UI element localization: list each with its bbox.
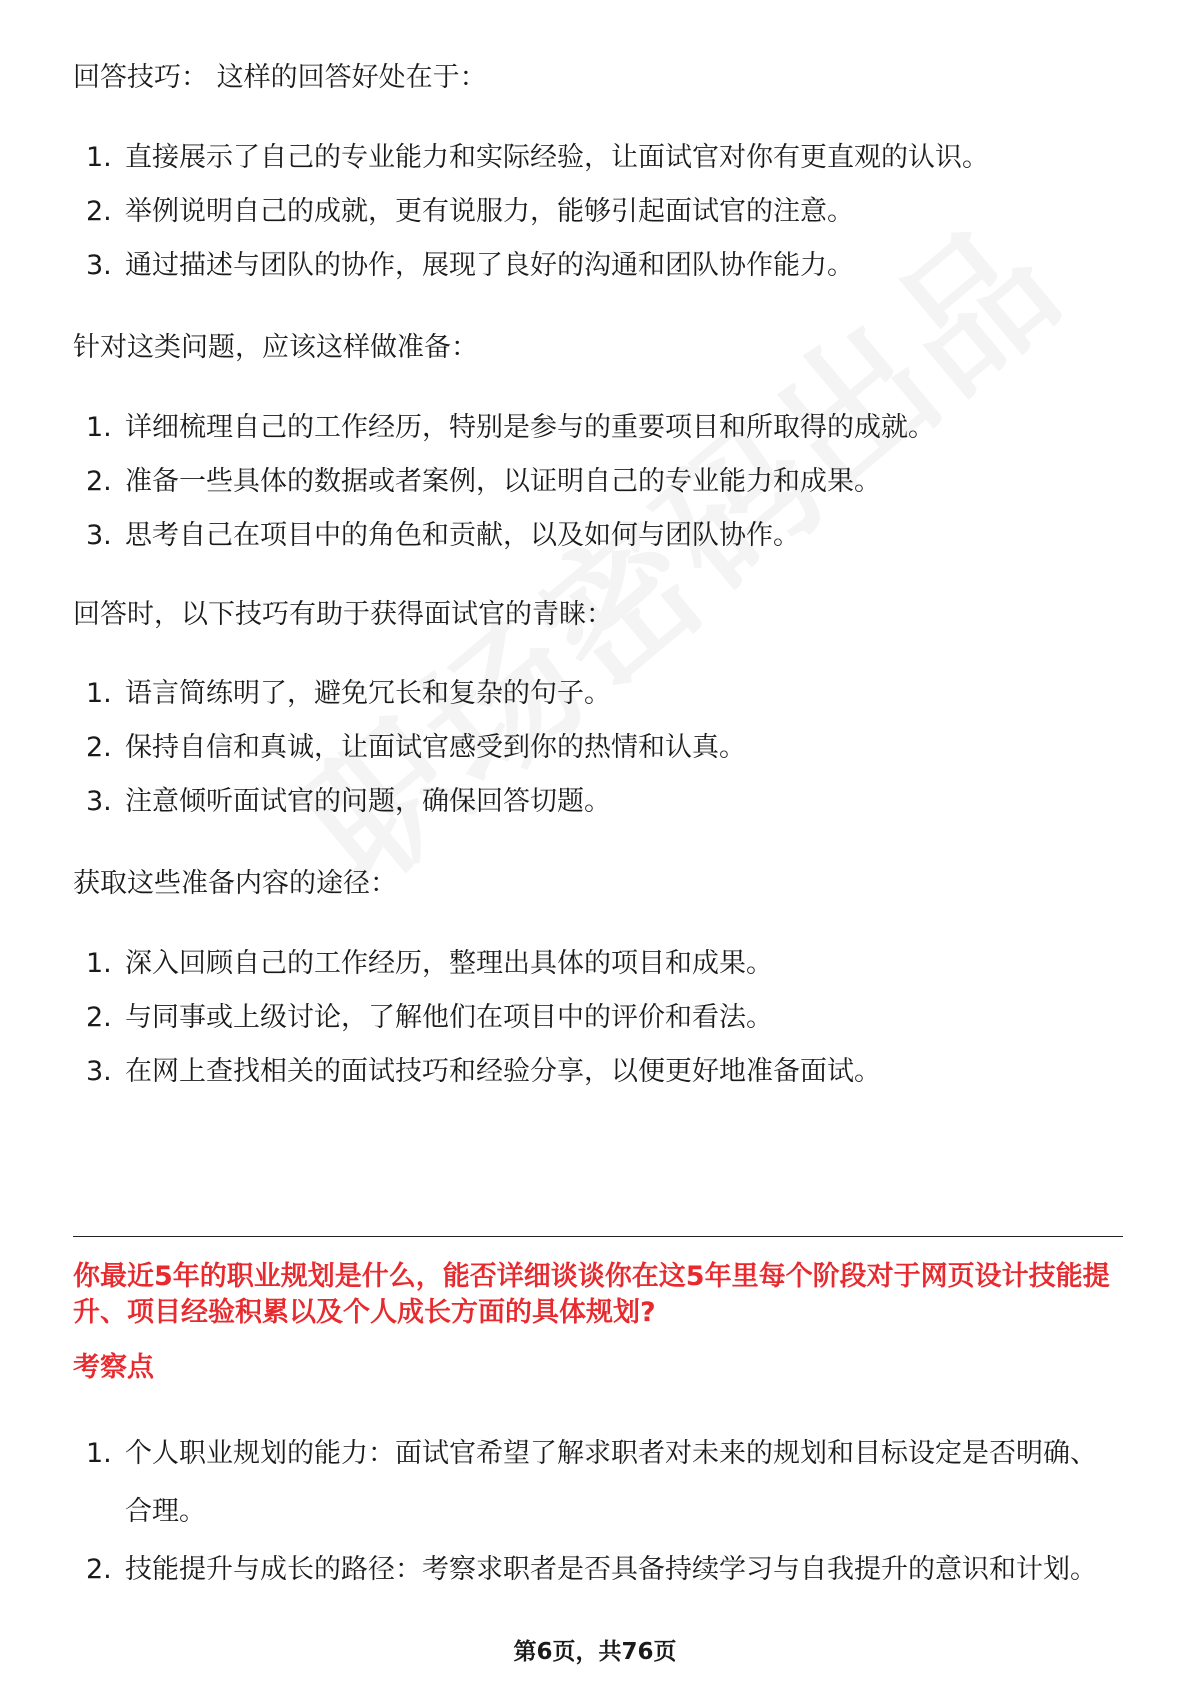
list-text: 准备一些具体的数据或者案例，以证明自己的专业能力和成果。: [125, 466, 881, 497]
list-number: 1.: [86, 948, 112, 979]
sources-intro: 获取这些准备内容的途径：: [73, 868, 397, 899]
list-text: 注意倾听面试官的问题，确保回答切题。: [125, 786, 611, 817]
preparation-list: [73, 410, 1123, 554]
list-number: 2.: [86, 1002, 112, 1033]
list-item: [73, 194, 1123, 230]
sources-section: [73, 866, 1123, 902]
list-item: [73, 946, 1123, 982]
list-item: [73, 464, 1123, 500]
list-item: [73, 410, 1123, 446]
list-number: 2.: [86, 732, 112, 763]
list-text: 思考自己在项目中的角色和贡献，以及如何与团队协作。: [125, 520, 800, 551]
list-item: [73, 1000, 1123, 1036]
list-text: 详细梳理自己的工作经历，特别是参与的重要项目和所取得的成就。: [125, 412, 935, 443]
list-text: 与同事或上级讨论，了解他们在项目中的评价和看法。: [125, 1002, 773, 1033]
preparation-list-container: [73, 410, 1123, 554]
list-number: 2.: [86, 196, 112, 227]
list-item: [73, 1425, 1123, 1541]
list-item: [73, 1541, 1123, 1599]
answer-tips-intro: 回答技巧： 这样的回答好处在于：: [73, 62, 487, 93]
list-item: [73, 248, 1123, 284]
list-item: [73, 1054, 1123, 1090]
list-item: [73, 518, 1123, 554]
answering-tips-list-container: [73, 676, 1123, 820]
list-number: 1.: [86, 1438, 112, 1469]
list-text: 举例说明自己的成就，更有说服力，能够引起面试官的注意。: [125, 196, 854, 227]
list-text: 直接展示了自己的专业能力和实际经验，让面试官对你有更直观的认识。: [125, 142, 989, 173]
list-number: 3.: [86, 250, 112, 281]
answer-tips-list-container: [73, 140, 1123, 284]
page-number-footer: 第6页，共76页: [513, 1639, 677, 1665]
list-number: 3.: [86, 1056, 112, 1087]
assessment-points-list: [73, 1425, 1123, 1599]
assessment-points-list-container: [73, 1425, 1123, 1599]
list-number: 1.: [86, 678, 112, 709]
answering-tips-list: [73, 676, 1123, 820]
list-number: 3.: [86, 786, 112, 817]
list-item: [73, 140, 1123, 176]
list-item: [73, 730, 1123, 766]
list-text: 技能提升与成长的路径：考察求职者是否具备持续学习与自我提升的意识和计划。: [125, 1554, 1097, 1585]
list-number: 1.: [86, 412, 112, 443]
list-item: [73, 784, 1123, 820]
answer-tips-list: [73, 140, 1123, 284]
list-item: [73, 676, 1123, 712]
answering-tips-section: [73, 597, 1123, 633]
list-text: 通过描述与团队的协作，展现了良好的沟通和团队协作能力。: [125, 250, 854, 281]
answer-tips-section: [73, 60, 1123, 96]
section-divider: [73, 1236, 1123, 1237]
list-text: 个人职业规划的能力：面试官希望了解求职者对未来的规划和目标设定是否明确、合理。: [125, 1438, 1097, 1527]
interview-question: 你最近5年的职业规划是什么，能否详细谈谈你在这5年里每个阶段对于网页设计技能提升、项目经验积累以及个人成长方面的具体规划?: [73, 1261, 1110, 1328]
list-text: 深入回顾自己的工作经历，整理出具体的项目和成果。: [125, 948, 773, 979]
list-number: 2.: [86, 1554, 112, 1585]
assessment-points-title: 考察点: [73, 1352, 154, 1383]
list-text: 保持自信和真诚，让面试官感受到你的热情和认真。: [125, 732, 746, 763]
answering-tips-intro: 回答时，以下技巧有助于获得面试官的青睐：: [73, 599, 613, 630]
sources-list: [73, 946, 1123, 1090]
list-text: 在网上查找相关的面试技巧和经验分享，以便更好地准备面试。: [125, 1056, 881, 1087]
list-number: 2.: [86, 466, 112, 497]
list-text: 语言简练明了，避免冗长和复杂的句子。: [125, 678, 611, 709]
list-number: 1.: [86, 142, 112, 173]
list-number: 3.: [86, 520, 112, 551]
preparation-section: [73, 330, 1123, 366]
preparation-intro: 针对这类问题，应该这样做准备：: [73, 332, 478, 363]
sources-list-container: [73, 946, 1123, 1090]
